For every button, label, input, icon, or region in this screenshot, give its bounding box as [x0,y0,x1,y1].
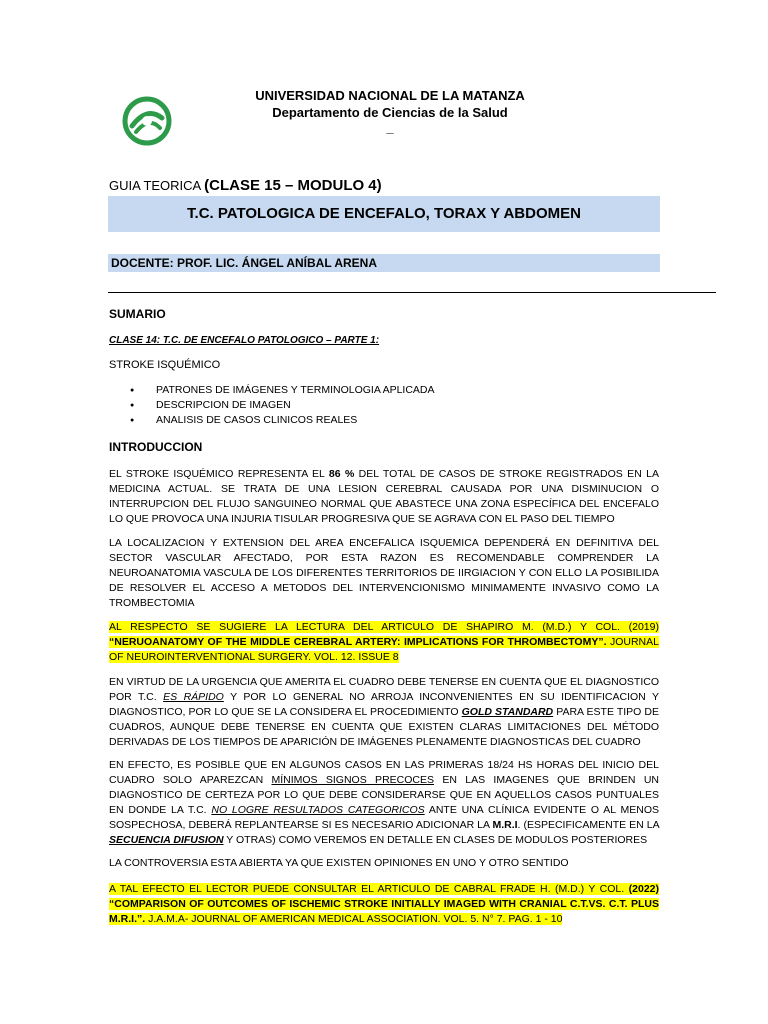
header-dash: _ [386,120,394,135]
page-title: T.C. PATOLOGICA DE ENCEFALO, TORAX Y ABDOMEN [187,205,581,222]
docente-label: DOCENTE: PROF. LIC. ÁNGEL ANÍBAL ARENA [111,256,378,270]
guia-teorica: GUIA TEORICA (CLASE 15 – MODULO 4) [109,177,382,194]
title-bar [108,196,660,232]
paragraph-6: LA CONTROVERSIA ESTA ABIERTA YA QUE EXISTEN OPINIONES EN UNO Y OTRO SENTIDO [109,857,569,869]
list-item: ● DESCRIPCION DE IMAGEN [130,398,435,413]
university-name: UNIVERSIDAD NACIONAL DE LA MATANZA [255,88,525,103]
clase-line: CLASE 14: T.C. DE ENCEFALO PATOLOGICO – PARTE 1: [109,335,380,346]
list-item: ● ANALISIS DE CASOS CLINICOS REALES [130,413,435,428]
list-item: ● PATRONES DE IMÁGENES Y TERMINOLOGIA APLICADA [130,383,435,398]
paragraph-3-reference: AL RESPECTO SE SUGIERE LA LECTURA DEL ARTICULO DE SHAPIRO M. (M.D.) Y COL. (2019) “NERUOANATOMY OF THE MIDDLE CEREBRAL ARTERY: IMPLICATIONS FOR THROMBECTOMY”. JOURNAL OF NEUROINTERVENTIONAL SURGERY. VOL. 12. ISSUE 8 [109,621,659,663]
paragraph-7-reference: A TAL EFECTO EL LECTOR PUEDE CONSULTAR EL ARTICULO DE CABRAL FRADE H. (M.D.) Y COL. (2022) “COMPARISON OF OUTCOMES OF ISCHEMIC STROKE INITIALLY IMAGED WITH CRANIAL C.T.VS. C.T. PLUS M.R.I.”. J.A.M.A- JOURNAL OF AMERICAN MEDICAL ASSOCIATION. VOL. 5. N° 7. PAG. 1 - 10 [109,883,659,925]
paragraph-4: EN VIRTUD DE LA URGENCIA QUE AMERITA EL CUADRO DEBE TENERSE EN CUENTA QUE EL DIAGNOSTICO POR T.C. ES RÁPIDO Y POR LO GENERAL NO ARROJA INCONVENIENTES EN SU IDENTIFICACION Y DIAGNOSTICO, POR LO QUE SE LA CONSIDERA EL PROCEDIMIENTO GOLD STANDARD PARA ESTE TIPO DE CUADROS, AUNQUE DEBE TENERSE EN CUENTA QUE EXISTEN CLARAS LIMITACIONES DEL MÉTODO DERIVADAS DE LOS TIEMPOS DE APARICIÓN DE IMÁGENES PLENAMENTE DIAGNOSTICAS DEL CUADRO [109,676,659,748]
docente-bar [108,254,660,272]
sumario-list [130,383,435,428]
intro-heading: INTRODUCCION [109,440,203,454]
stroke-label: STROKE ISQUÉMICO [109,359,221,371]
sumario-heading: SUMARIO [109,307,166,321]
department-name: Departamento de Ciencias de la Salud [272,105,508,120]
paragraph-5: EN EFECTO, ES POSIBLE QUE EN ALGUNOS CASOS EN LAS PRIMERAS 18/24 HS HORAS DEL INICIO DEL CUADRO SOLO APAREZCAN MÍNIMOS SIGNOS PRECOCES EN LAS IMAGENES QUE BRINDEN UN DIAGNOSTICO DE CERTEZA POR LO QUE DEBE CONSIDERARSE QUE EN AQUELLOS CASOS PUNTUALES EN DONDE LA T.C. NO LOGRE RESULTADOS CATEGORICOS ANTE UNA CLÍNICA EVIDENTE O AL MENOS SOSPECHOSA, DEBERÁ REPLANTEARSE SI ES NECESARIO ADICIONAR LA M.R.I. (ESPECIFICAMENTE EN LA SECUENCIA DIFUSION Y OTRAS) COMO VEREMOS EN DETALLE EN CLASES DE MODULOS POSTERIORES [109,759,659,846]
divider [108,292,716,293]
paragraph-1: EL STROKE ISQUÉMICO REPRESENTA EL 86 % DEL TOTAL DE CASOS DE STROKE REGISTRADOS EN LA MEDICINA ACTUAL. SE TRATA DE UNA LESION CEREBRAL CAUSADA POR UNA DISMINUCION O INTERRUPCION DEL FLUJO SANGUINEO NORMAL QUE ABASTECE UNA ZONA ESPECÍFICA DEL ENCEFALO LO QUE PROVOCA UNA INJURIA TISULAR PROGRESIVA QUE SE AGRAVA CON EL PASO DEL TIEMPO [109,468,659,525]
paragraph-2: LA LOCALIZACION Y EXTENSION DEL AREA ENCEFALICA ISQUEMICA DEPENDERÁ EN DEFINITIVA DEL SECTOR VASCULAR AFECTADO, POR ESTA RAZON ES RECOMENDABLE COMPRENDER LA NEUROANATOMIA VASCULA DE LOS DIFERENTES TERRITORIOS DE IIRGIACION Y CON ELLO LA POSIBILIDA DE RESOLVER EL ACCESO A METODOS DEL INTERVENCIONISMO MINIMAMENTE INVASIVO COMO LA TROMBECTOMIA [109,537,659,609]
